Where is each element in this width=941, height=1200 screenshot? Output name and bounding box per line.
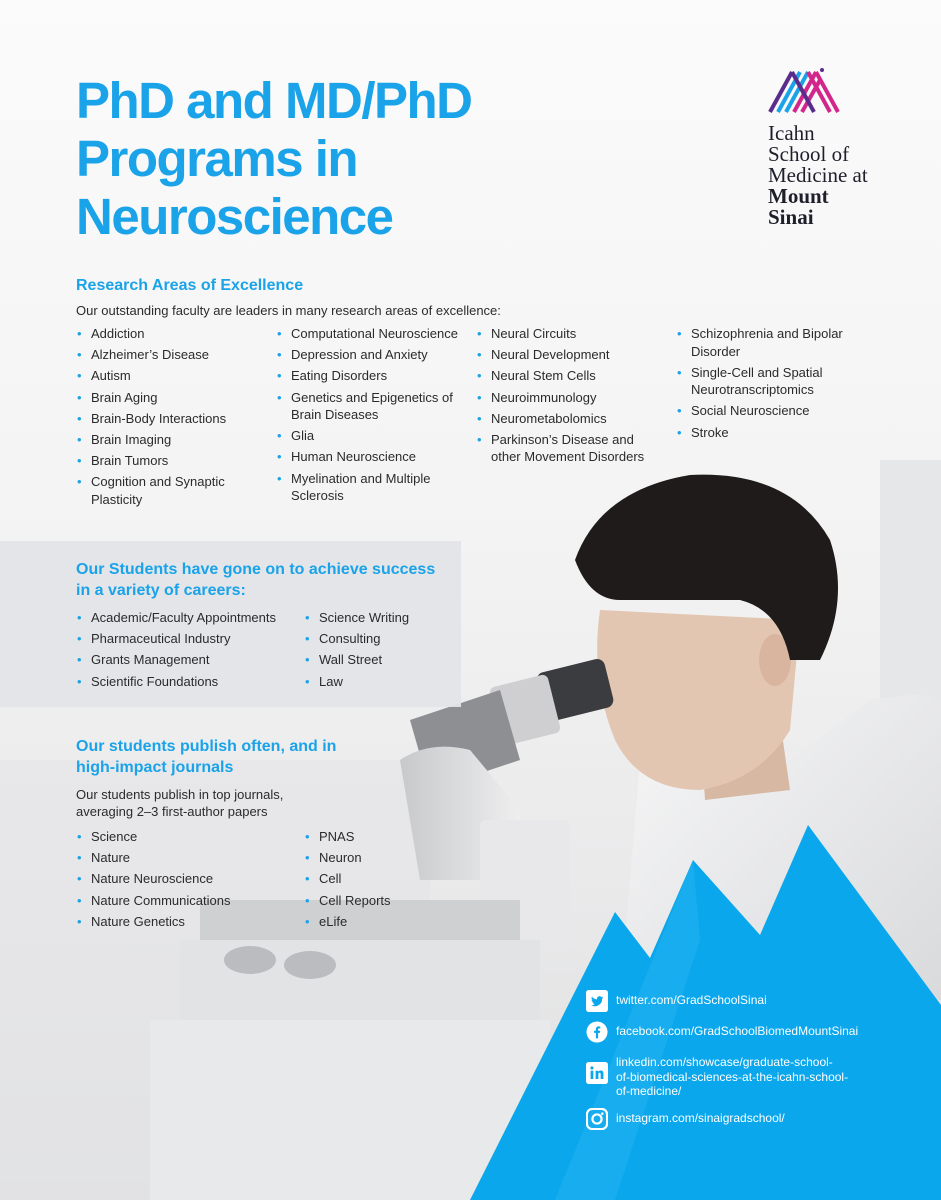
careers-heading-line-1: Our Students have gone on to achieve success [76,561,436,578]
research-intro: Our outstanding faculty are leaders in many research areas of excellence: [76,303,501,318]
social-links [586,990,859,1139]
journals-intro-line-2: averaging 2–3 first-author papers [76,804,268,819]
career-item: • Wall Street [305,651,455,669]
career-item: • Academic/Faculty Appointments [77,609,297,627]
journal-item: • Neuron [305,849,455,867]
research-list-col-1 [77,325,267,512]
twitter-icon [586,990,608,1012]
research-area-item: • Cognition and Synaptic Plasticity [77,473,267,508]
instagram-link[interactable] [586,1108,856,1130]
research-area-item: • Schizophrenia and Bipolar Disorder [677,325,857,360]
research-heading: Research Areas of Excellence [76,277,304,294]
twitter-url: twitter.com/GradSchoolSinai [616,993,767,1007]
linkedin-url-line-2: of-biomedical-sciences-at-the-icahn-school- [616,1069,849,1084]
careers-list-col-2 [305,609,455,694]
journals-intro-line-1: Our students publish in top journals, [76,787,284,802]
title-line-1: PhD and MD/PhD [76,72,472,129]
logo-mark-icon [768,66,850,114]
research-area-item: • Social Neuroscience [677,402,857,420]
title-line-2: Programs in [76,130,358,187]
page-title [76,72,472,246]
journal-item: • Cell Reports [305,892,455,910]
linkedin-link[interactable] [586,1052,856,1099]
journal-item: • Nature [77,849,297,867]
research-area-item: • Parkinson’s Disease and other Movement Disorders [477,431,667,466]
title-line-3: Neuroscience [76,188,393,245]
research-area-item: • Eating Disorders [277,367,467,385]
journals-heading [76,736,336,778]
research-area-item: • Neural Development [477,346,667,364]
journal-item: • Nature Neuroscience [77,870,297,888]
facebook-icon [586,1021,608,1043]
research-area-item: • Neural Circuits [477,325,667,343]
journals-intro [76,786,283,820]
linkedin-icon [586,1062,608,1084]
mount-sinai-logo [768,66,898,228]
logo-line-4: Mount [768,184,829,208]
career-item: • Pharmaceutical Industry [77,630,297,648]
research-area-item: • Glia [277,427,467,445]
research-list-col-3 [477,325,667,470]
facebook-link[interactable] [586,1021,859,1043]
logo-line-2: School of [768,142,850,166]
research-area-item: • Computational Neuroscience [277,325,467,343]
careers-heading [76,559,435,601]
research-area-item: • Alzheimer’s Disease [77,346,267,364]
linkedin-url-line-1: linkedin.com/showcase/graduate-school- [616,1055,833,1069]
linkedin-url-line-3: of-medicine/ [616,1084,682,1098]
linkedin-url [616,1052,848,1099]
logo-line-5: Sinai [768,205,814,229]
career-item: • Science Writing [305,609,455,627]
research-area-item: • Myelination and Multiple Sclerosis [277,470,467,505]
research-area-item: • Depression and Anxiety [277,346,467,364]
research-area-item: • Stroke [677,424,857,442]
instagram-icon [586,1108,608,1130]
research-area-item: • Brain Imaging [77,431,267,449]
journal-item: • PNAS [305,828,455,846]
career-item: • Consulting [305,630,455,648]
journals-heading-line-2: high-impact journals [76,759,234,776]
career-item: • Scientific Foundations [77,673,297,691]
twitter-link[interactable] [586,990,856,1012]
journals-heading-line-1: Our students publish often, and in [76,738,337,755]
research-area-item: • Autism [77,367,267,385]
research-area-item: • Brain Tumors [77,452,267,470]
research-area-item: • Genetics and Epigenetics of Brain Diseases [277,389,467,424]
research-area-item: • Neurometabolomics [477,410,667,428]
journals-list-col-1 [77,828,297,934]
careers-heading-line-2: in a variety of careers: [76,582,246,599]
research-area-item: • Neural Stem Cells [477,367,667,385]
career-item: • Grants Management [77,651,297,669]
journal-item: • Nature Genetics [77,913,297,931]
instagram-url: instagram.com/sinaigradschool/ [616,1110,785,1125]
research-area-item: • Human Neuroscience [277,448,467,466]
research-area-item: • Brain-Body Interactions [77,410,267,428]
journal-item: • eLife [305,913,455,931]
career-item: • Law [305,673,455,691]
journals-list-col-2 [305,828,455,934]
journal-item: • Cell [305,870,455,888]
logo-line-3: Medicine at [768,163,868,187]
facebook-url: facebook.com/GradSchoolBiomedMountSinai [616,1024,859,1038]
logo-wordmark [768,123,898,228]
journal-item: • Science [77,828,297,846]
research-area-item: • Single-Cell and Spatial Neurotranscriptomics [677,364,857,399]
logo-line-1: Icahn [768,121,815,145]
careers-list-col-1 [77,609,297,694]
journal-item: • Nature Communications [77,892,297,910]
research-list-col-2 [277,325,467,508]
research-area-item: • Brain Aging [77,389,267,407]
research-area-item: • Addiction [77,325,267,343]
research-area-item: • Neuroimmunology [477,389,667,407]
research-list-col-4 [677,325,857,445]
